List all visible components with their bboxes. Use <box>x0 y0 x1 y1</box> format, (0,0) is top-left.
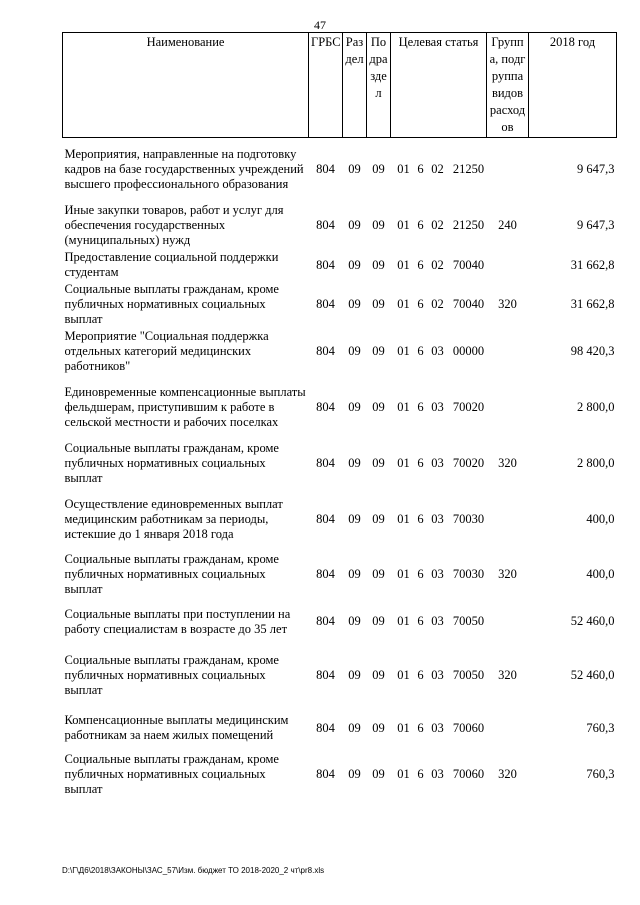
target-article-part: 02 <box>431 218 444 232</box>
target-article-part: 21250 <box>452 218 485 232</box>
target-article-part: 70030 <box>452 567 485 581</box>
row-amount-2018: 760,3 <box>586 767 615 781</box>
table-row <box>63 250 617 281</box>
row-grbs: 804 <box>316 720 335 735</box>
row-name: Предоставление социальной поддержки студентам <box>64 250 279 279</box>
row-podrazdel: 09 <box>372 257 385 272</box>
col-header-grbs: ГРБС <box>309 33 343 138</box>
row-grbs: 804 <box>316 218 335 232</box>
target-article-part: 6 <box>417 512 424 526</box>
table-row <box>63 645 617 707</box>
row-razdel: 09 <box>348 218 361 232</box>
target-article-part: 70060 <box>452 767 485 781</box>
target-article-part: 70020 <box>452 399 485 414</box>
row-grbs: 804 <box>316 668 335 682</box>
target-article-part: 6 <box>417 399 424 414</box>
table-row <box>63 551 617 599</box>
row-amount-2018: 52 460,0 <box>570 614 615 628</box>
row-expense-group <box>487 138 529 202</box>
row-expense-group <box>487 599 529 645</box>
target-article-part: 6 <box>417 218 424 232</box>
target-article-part: 03 <box>431 614 444 628</box>
row-podrazdel: 09 <box>372 344 385 358</box>
row-target-article <box>391 551 487 599</box>
row-name: Социальные выплаты при поступлении на работу специалистам в возрасте до 35 лет <box>64 606 291 636</box>
target-article-part: 02 <box>431 162 444 177</box>
row-amount-2018: 31 662,8 <box>570 257 615 272</box>
target-article-part: 6 <box>417 344 424 358</box>
row-podrazdel: 09 <box>372 296 385 311</box>
row-amount-2018: 31 662,8 <box>570 296 615 311</box>
row-razdel: 09 <box>348 399 361 414</box>
row-target-article <box>391 202 487 250</box>
row-amount-2018: 98 420,3 <box>570 344 615 358</box>
row-podrazdel: 09 <box>372 162 385 177</box>
target-article-part: 6 <box>417 767 424 781</box>
row-grbs: 804 <box>316 344 335 358</box>
row-name: Мероприятие "Социальная поддержка отдельных категорий медицинских работников" <box>64 329 269 373</box>
table-row <box>63 439 617 489</box>
row-name: Социальные выплаты гражданам, кроме публичных нормативных социальных выплат <box>64 281 279 326</box>
target-article-part: 03 <box>431 512 444 526</box>
table-row <box>63 489 617 551</box>
row-expense-group <box>487 250 529 281</box>
target-article-part: 01 <box>397 296 410 311</box>
row-expense-group: 320 <box>498 567 517 581</box>
row-name: Социальные выплаты гражданам, кроме публичных нормативных социальных выплат <box>64 752 279 796</box>
row-amount-2018: 2 800,0 <box>577 456 615 470</box>
row-razdel: 09 <box>348 344 361 358</box>
row-amount-2018: 2 800,0 <box>577 399 615 414</box>
target-article-part: 03 <box>431 767 444 781</box>
page-number: 47 <box>314 18 326 32</box>
col-header-target: Целевая статья <box>391 33 487 138</box>
row-name: Иные закупки товаров, работ и услуг для обеспечения государственных (муниципальных) нужд <box>64 203 284 247</box>
row-razdel: 09 <box>348 720 361 735</box>
row-amount-2018: 9 647,3 <box>577 218 615 232</box>
row-expense-group <box>487 489 529 551</box>
row-razdel: 09 <box>348 162 361 177</box>
target-article-part: 01 <box>397 257 410 272</box>
row-target-article <box>391 328 487 376</box>
table-row <box>63 281 617 328</box>
row-expense-group <box>487 328 529 376</box>
target-article-part: 03 <box>431 668 444 682</box>
target-article-part: 03 <box>431 720 444 735</box>
row-podrazdel: 09 <box>372 614 385 628</box>
row-name: Социальные выплаты гражданам, кроме публичных нормативных социальных выплат <box>64 653 279 697</box>
target-article-part: 6 <box>417 668 424 682</box>
table-row <box>63 750 617 800</box>
table-row <box>63 138 617 202</box>
row-target-article <box>391 281 487 328</box>
target-article-part: 01 <box>397 720 410 735</box>
row-razdel: 09 <box>348 567 361 581</box>
row-expense-group <box>487 376 529 439</box>
row-grbs: 804 <box>316 512 335 526</box>
row-target-article <box>391 439 487 489</box>
target-article-part: 01 <box>397 456 410 470</box>
row-name: Единовременные компенсационные выплаты фельдшерам, приступившим к работе в сельской местности и рабочих поселках <box>64 384 306 429</box>
target-article-part: 03 <box>431 456 444 470</box>
row-grbs: 804 <box>316 162 335 177</box>
row-podrazdel: 09 <box>372 567 385 581</box>
row-grbs: 804 <box>316 456 335 470</box>
target-article-part: 70040 <box>452 296 485 311</box>
footer-file-path: D:\Г\Д6\2018\ЗАКОНЫ\ЗАС_57\Изм. бюджет ТО 2018-2020_2 чт\pr8.xls <box>62 866 325 875</box>
row-name: Осуществление единовременных выплат медицинским работникам за периоды, истекшие до 1 января 2018 года <box>64 497 283 541</box>
row-name: Мероприятия, направленные на подготовку кадров на базе государственных учреждений высшего профессионального образования <box>64 147 304 192</box>
row-grbs: 804 <box>316 257 335 272</box>
row-expense-group: 320 <box>498 456 517 470</box>
target-article-part: 01 <box>397 162 410 177</box>
row-podrazdel: 09 <box>372 456 385 470</box>
row-expense-group: 240 <box>498 218 517 232</box>
target-article-part: 01 <box>397 614 410 628</box>
row-razdel: 09 <box>348 614 361 628</box>
table-row <box>63 599 617 645</box>
target-article-part: 01 <box>397 399 410 414</box>
row-razdel: 09 <box>348 257 361 272</box>
row-podrazdel: 09 <box>372 668 385 682</box>
row-razdel: 09 <box>348 512 361 526</box>
col-header-podrazdel: Подраздел <box>367 33 391 138</box>
row-grbs: 804 <box>316 399 335 414</box>
target-article-part: 6 <box>417 257 424 272</box>
target-article-part: 01 <box>397 218 410 232</box>
row-name: Социальные выплаты гражданам, кроме публичных нормативных социальных выплат <box>64 441 279 485</box>
row-razdel: 09 <box>348 456 361 470</box>
target-article-part: 70060 <box>452 720 485 735</box>
row-target-article <box>391 750 487 800</box>
target-article-part: 6 <box>417 456 424 470</box>
col-header-name: Наименование <box>63 33 309 138</box>
target-article-part: 02 <box>431 257 444 272</box>
target-article-part: 01 <box>397 344 410 358</box>
row-grbs: 804 <box>316 296 335 311</box>
row-amount-2018: 760,3 <box>586 720 615 735</box>
row-podrazdel: 09 <box>372 399 385 414</box>
row-grbs: 804 <box>316 767 335 781</box>
row-name: Компенсационные выплаты медицинским работникам за наем жилых помещений <box>64 713 289 742</box>
target-article-part: 70050 <box>452 614 485 628</box>
target-article-part: 00000 <box>452 344 485 358</box>
target-article-part: 6 <box>417 162 424 177</box>
budget-table <box>62 32 617 800</box>
row-target-article <box>391 489 487 551</box>
row-grbs: 804 <box>316 614 335 628</box>
row-target-article <box>391 376 487 439</box>
col-header-group: Группа, подгруппа видов расходов <box>487 33 529 138</box>
target-article-part: 70030 <box>452 512 485 526</box>
target-article-part: 21250 <box>452 162 485 177</box>
row-expense-group: 320 <box>498 668 517 682</box>
row-amount-2018: 9 647,3 <box>577 162 615 177</box>
row-amount-2018: 52 460,0 <box>570 668 615 682</box>
table-header-row <box>63 33 617 138</box>
target-article-part: 70050 <box>452 668 485 682</box>
col-header-year: 2018 год <box>529 33 617 138</box>
table-row <box>63 328 617 376</box>
row-target-article <box>391 707 487 750</box>
target-article-part: 6 <box>417 720 424 735</box>
row-expense-group: 320 <box>498 767 517 781</box>
row-target-article <box>391 645 487 707</box>
target-article-part: 01 <box>397 512 410 526</box>
row-expense-group <box>487 707 529 750</box>
table-row <box>63 707 617 750</box>
target-article-part: 03 <box>431 344 444 358</box>
row-target-article <box>391 599 487 645</box>
target-article-part: 6 <box>417 296 424 311</box>
row-razdel: 09 <box>348 296 361 311</box>
row-amount-2018: 400,0 <box>586 512 615 526</box>
target-article-part: 01 <box>397 567 410 581</box>
row-grbs: 804 <box>316 567 335 581</box>
row-razdel: 09 <box>348 668 361 682</box>
target-article-part: 01 <box>397 767 410 781</box>
row-podrazdel: 09 <box>372 767 385 781</box>
target-article-part: 02 <box>431 296 444 311</box>
row-podrazdel: 09 <box>372 720 385 735</box>
row-expense-group: 320 <box>498 296 517 311</box>
row-target-article <box>391 250 487 281</box>
target-article-part: 6 <box>417 614 424 628</box>
row-razdel: 09 <box>348 767 361 781</box>
col-header-razdel: Раздел <box>343 33 367 138</box>
row-podrazdel: 09 <box>372 512 385 526</box>
target-article-part: 01 <box>397 668 410 682</box>
target-article-part: 03 <box>431 567 444 581</box>
target-article-part: 6 <box>417 567 424 581</box>
target-article-part: 70020 <box>452 456 485 470</box>
target-article-part: 03 <box>431 399 444 414</box>
table-row <box>63 202 617 250</box>
row-name: Социальные выплаты гражданам, кроме публичных нормативных социальных выплат <box>64 552 279 596</box>
target-article-part: 70040 <box>452 257 485 272</box>
row-podrazdel: 09 <box>372 218 385 232</box>
table-row <box>63 376 617 439</box>
row-target-article <box>391 138 487 202</box>
row-amount-2018: 400,0 <box>586 567 615 581</box>
